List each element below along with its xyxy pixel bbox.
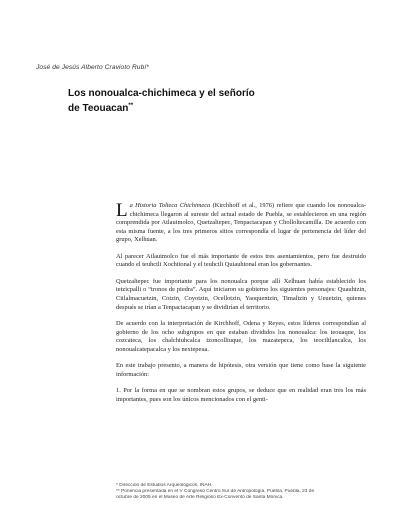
footnote-2: ** Ponencia presentada en el V Congreso Centro Sur de Antropología, Puebla, Puebla, 23 de [116, 489, 315, 495]
article-title [68, 88, 368, 115]
author-name: José de Jesús Alberto Cravioto Rubí* [36, 64, 149, 71]
footnote-1: * Dirección de Estudios Arqueológicos, INAH. [116, 483, 213, 488]
footnotes [116, 483, 366, 502]
paragraph-2: Al parecer Atlauimolco fue el más importante de estos tres asentamientos, pero fue destruido cuando el teuhctli Xochitonal y el teuhctli Quiauhtonal eran los gobernantes. [116, 252, 366, 269]
article-body [116, 202, 366, 412]
paragraph-1-italic-prefix: a [129, 202, 136, 209]
paragraph-1 [116, 202, 366, 245]
paragraph-6: 1. Por la forma en que se nombran estos grupos, se deduce que en realidad eran tres los más importantes, pues son los únicos mencionados con el genti- [116, 387, 366, 403]
title-line-2-text: de Teouacan [68, 103, 129, 114]
drop-cap: L [116, 200, 128, 221]
footnote-3: octubre de 2005 en el Museo de Arte Religioso Ex-Convento de Santa Mónica. [116, 495, 284, 501]
paragraph-1-text: (Kirchhoff et al., 1976) refiere que cuando los nonoualca-chichimeca llegaron al sureste del actual estado de Puebla, se establecieron en una región comprendida por Atlauimolco, Quetzaltepec, Tenpactacapan y Cholloltecamilla. De acuerdo con esta misma fuente, a los tres primeros sitios correspondía el lugar de pertenencia del líder del grupo, Xelhuan. [116, 202, 366, 244]
paragraph-3: Quetzaltepec fue importante para los nonoualca porque allí Xelhuan había establecido los tetzicpalli o “tronos de piedra”. Aquí iniciaron su gobierno los siguientes personajes: Quauhtzin, Citlalmacuetzin, Cotzin, Coyotzin, Ocellotzin, Yaoquentzin, Timaltzin y Ueuetzin, quienes después se irían a Tenpactacapan y se dividirían el territorio. [116, 277, 366, 311]
title-line-1: Los nonoualca-chichimeca y el señorío [68, 88, 255, 99]
paragraph-5: En este trabajo presento, a manera de hipótesis, otra versión que tiene como base la siguiente información: [116, 362, 366, 378]
title-line-2 [68, 100, 368, 115]
title-footnote-mark: ** [128, 103, 134, 109]
paragraph-4: De acuerdo con la interpretación de Kirchhoff, Odena y Reyes, estos líderes correspondían al gobierno de los ocho subgrupos en que estaban divididos los nonoualca: los teouaque, los cozcateca, los chalchiuhcalca tzoncolliuque, los mazatepeca, los teociltlancalca, los nonoualcatepacalca y los nextepeua. [116, 319, 366, 353]
paragraph-1-cited-title: Historia Tolteca Chichimeca [135, 202, 211, 209]
